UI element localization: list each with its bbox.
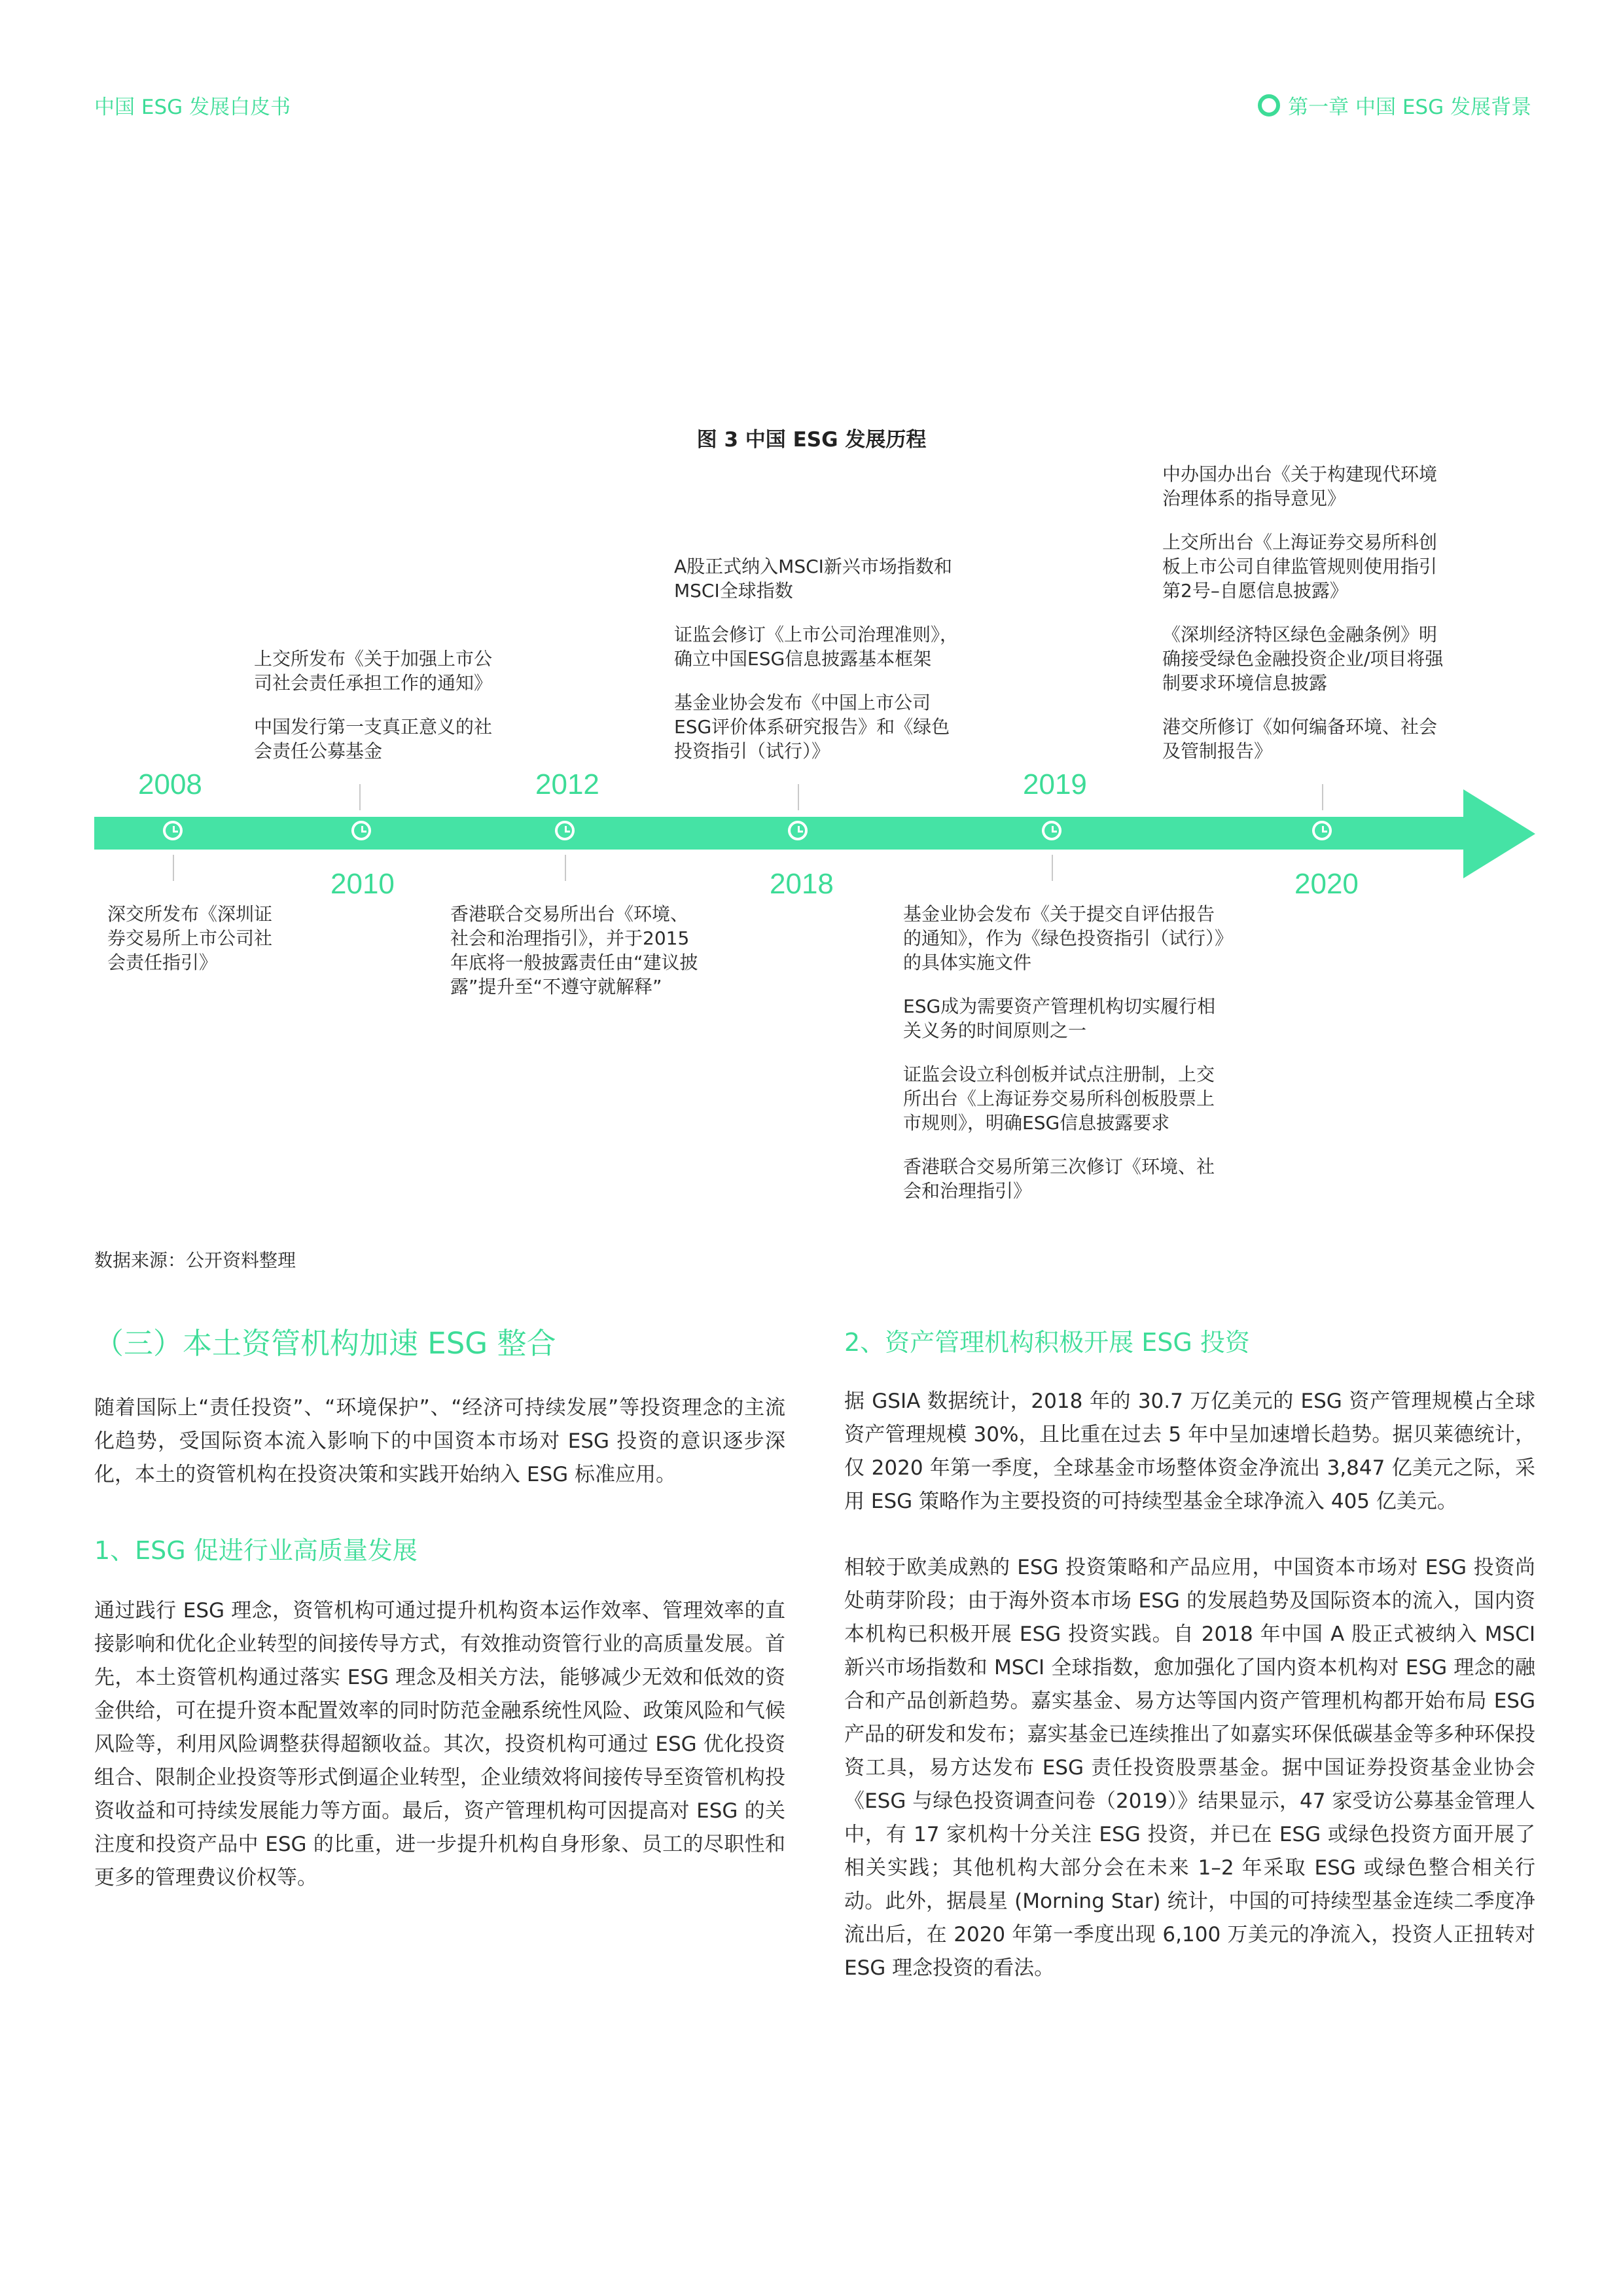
- event-text: 《深圳经济特区绿色金融条例》明确接受绿色金融投资企业/项目将强制要求环境信息披露: [1162, 624, 1444, 694]
- clock-icon: [351, 821, 371, 840]
- figure-title: 图 3 中国 ESG 发展历程: [696, 428, 927, 452]
- tick-mark: [1052, 855, 1053, 881]
- year-label-2012: 2012: [535, 768, 599, 800]
- intro-paragraph: [94, 1391, 785, 1492]
- event-text: 基金业协会发布《关于提交自评估报告的通知》，作为《绿色投资指引（试行）》的具体实施文件: [903, 903, 1224, 973]
- events-2010: [254, 647, 503, 763]
- event-text: 中办国办出台《关于构建现代环境治理体系的指导意见》: [1162, 463, 1438, 509]
- chapter-title: 第一章 中国 ESG 发展背景: [1288, 96, 1531, 119]
- year-label-2018: 2018: [770, 868, 834, 900]
- event-text: 中国发行第一支真正意义的社会责任公募基金: [254, 716, 493, 762]
- year-label-2008: 2008: [138, 768, 202, 800]
- timeline-arrow-head: [1463, 789, 1535, 878]
- chapter-header: [1258, 90, 1531, 120]
- subsection-heading: 2、资产管理机构积极开展 ESG 投资: [844, 1328, 1250, 1357]
- body-paragraph: [94, 1594, 785, 1895]
- year-label-2010: 2010: [330, 868, 395, 900]
- events-2019: [903, 902, 1230, 1203]
- clock-icon: [1042, 821, 1061, 840]
- clock-icon: [163, 821, 183, 840]
- event-text: 上交所发布《关于加强上市公司社会责任承担工作的通知》: [254, 648, 493, 694]
- event-text: ESG成为需要资产管理机构切实履行相关义务的时间原则之一: [903, 996, 1216, 1041]
- event-text: 深交所发布《深圳证券交易所上市公司社会责任指引》: [107, 903, 273, 973]
- body-paragraph: [844, 1551, 1535, 1985]
- tick-mark: [1322, 784, 1323, 810]
- tick-mark: [359, 784, 361, 810]
- section-heading: （三）本土资管机构加速 ESG 整合: [94, 1326, 556, 1361]
- event-text: 证监会修订《上市公司治理准则》，确立中国ESG信息披露基本框架: [674, 624, 959, 670]
- tick-mark: [565, 855, 566, 881]
- event-text: 上交所出台《上海证券交易所科创板上市公司自律监管规则使用指引第2号–自愿信息披露》: [1162, 531, 1438, 601]
- document-title-header: 中国 ESG 发展白皮书: [94, 96, 291, 119]
- events-2012: [450, 902, 705, 999]
- event-text: 基金业协会发布《中国上市公司ESG评价体系研究报告》和《绿色投资指引（试行）》: [674, 692, 950, 762]
- events-2020: [1162, 462, 1450, 763]
- tick-mark: [798, 784, 799, 810]
- event-text: 香港联合交易所出台《环境、社会和治理指引》，并于2015年底将一般披露责任由“建议披露”提升至“不遵守就解释”: [450, 903, 698, 997]
- clock-icon: [788, 821, 808, 840]
- paragraph-text: 据 GSIA 数据统计，2018 年的 30.7 万亿美元的 ESG 资产管理规模占全球资产管理规模 30%，且比重在过去 5 年中呈加速增长趋势。据贝莱德统计，仅 2020 年第一季度，全球基金市场整体资金净流出 3,847 亿美元之际，采用 ESG 策略作为主要投资的可持续型基金全球净流入 405 亿美元。: [844, 1390, 1535, 1513]
- paragraph-text: 通过践行 ESG 理念，资管机构可通过提升机构资本运作效率、管理效率的直接影响和优化企业转型的间接传导方式，有效推动资管行业的高质量发展。首先，本土资管机构通过落实 ESG 理念及相关方法，能够减少无效和低效的资金供给，可在提升资本配置效率的同时防范金融系统性风险、政策风险和气候风险等，利用风险调整获得超额收益。其次，投资机构可通过 ESG 优化投资组合、限制企业投资等形式倒逼企业转型，企业绩效将间接传导至资管机构投资收益和可持续发展能力等方面。最后，资产管理机构可因提高对 ESG 的关注度和投资产品中 ESG 的比重，进一步提升机构自身形象、员工的尽职性和更多的管理费议价权等。: [94, 1599, 785, 1890]
- event-text: A股正式纳入MSCI新兴市场指数和MSCI全球指数: [674, 556, 952, 601]
- paragraph-text: 随着国际上“责任投资”、“环境保护”、“经济可持续发展”等投资理念的主流化趋势，受国际资本流入影响下的中国资本市场对 ESG 投资的意识逐步深化，本土的资管机构在投资决策和实践开始纳入 ESG 标准应用。: [94, 1396, 785, 1486]
- data-source-note: 数据来源：公开资料整理: [94, 1249, 296, 1271]
- timeline-bar: [94, 817, 1471, 850]
- paragraph-text: 相较于欧美成熟的 ESG 投资策略和产品应用，中国资本市场对 ESG 投资尚处萌芽阶段；由于海外资本市场 ESG 的发展趋势及国际资本的流入，国内资本机构已积极开展 ESG 投资实践。自 2018 年中国 A 股正式被纳入 MSCI 新兴市场指数和 MSCI 全球指数，愈加强化了国内资本机构对 ESG 理念的融合和产品创新趋势。嘉实基金、易方达等国内资产管理机构都开始布局 ESG 产品的研发和发布；嘉实基金已连续推出了如嘉实环保低碳基金等多种环保投资工具，易方达发布 ESG 责任投资股票基金。据中国证券投资基金业协会《ESG 与绿色投资调查问卷（2019）》结果显示，47 家受访公募基金管理人中，有 17 家机构十分关注 ESG 投资，并已在 ESG 或绿色投资方面开展了相关实践；其他机构大部分会在未来 1–2 年采取 ESG 或绿色整合相关行动。此外，据晨星 (Morning Star) 统计，中国的可持续型基金连续二季度净流出后，在 2020 年第一季度出现 6,100 万美元的净流入，投资人正扭转对 ESG 理念投资的看法。: [844, 1556, 1535, 1980]
- event-text: 港交所修订《如何编备环境、社会及管制报告》: [1162, 716, 1438, 762]
- clock-icon: [1312, 821, 1332, 840]
- year-label-2019: 2019: [1023, 768, 1087, 800]
- subsection-heading: 1、ESG 促进行业高质量发展: [94, 1536, 418, 1565]
- year-label-2020: 2020: [1294, 868, 1359, 900]
- events-2018: [674, 554, 962, 763]
- clock-icon: [555, 821, 575, 840]
- event-text: 证监会设立科创板并试点注册制，上交所出台《上海证券交易所科创板股票上市规则》，明确ESG信息披露要求: [903, 1064, 1215, 1134]
- events-2008: [107, 902, 284, 975]
- body-paragraph: [844, 1385, 1535, 1518]
- event-text: 香港联合交易所第三次修订《环境、社会和治理指引》: [903, 1156, 1215, 1202]
- tick-mark: [173, 855, 174, 881]
- circle-bullet-icon: [1258, 94, 1280, 117]
